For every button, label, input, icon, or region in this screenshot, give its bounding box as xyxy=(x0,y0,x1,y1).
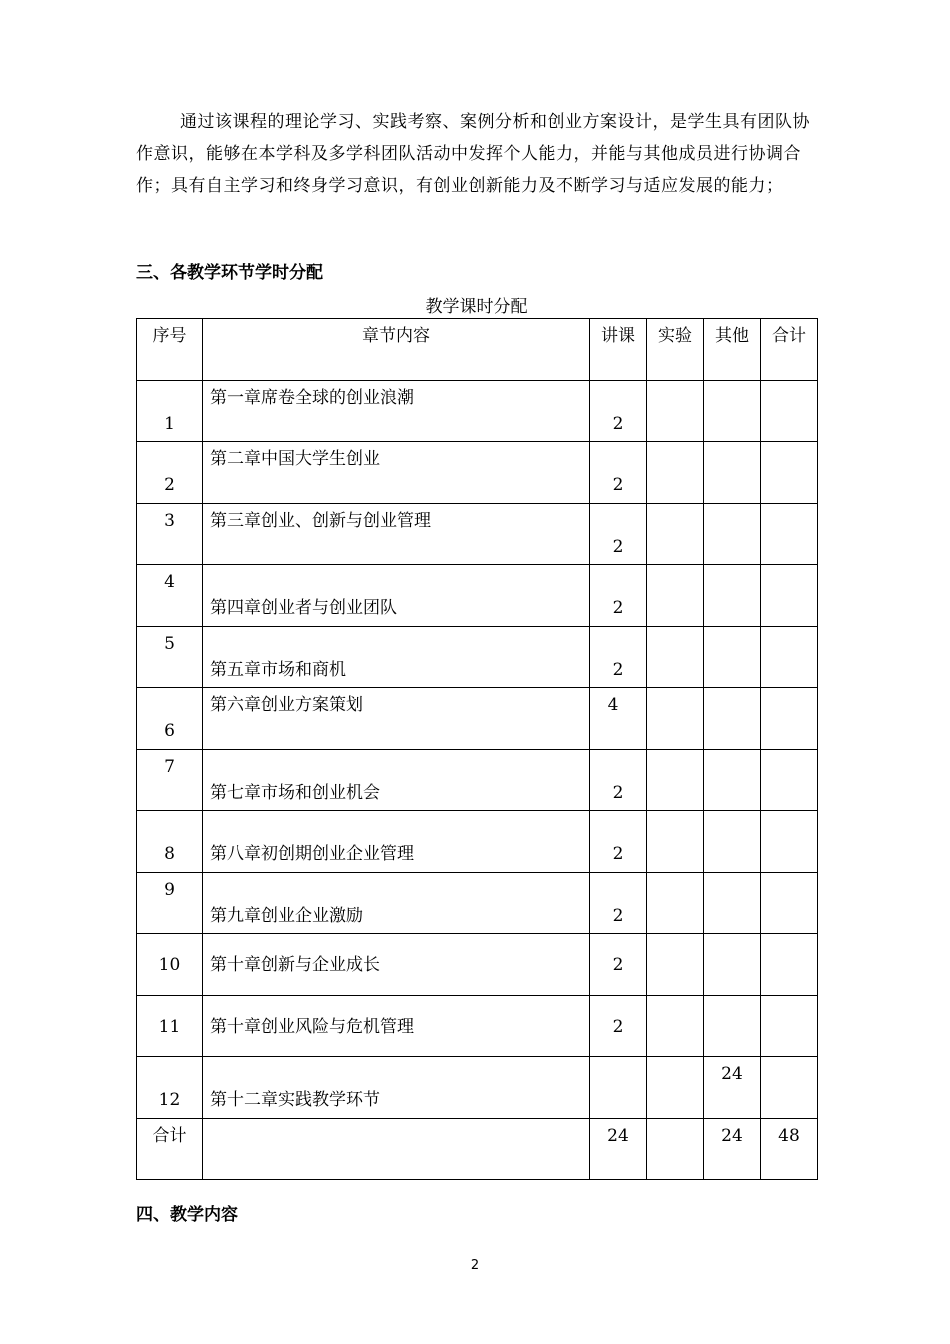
section-title-content: 四、教学内容 xyxy=(136,1205,238,1225)
row-no: 10 xyxy=(158,955,181,975)
header-other: 其他 xyxy=(704,319,761,381)
row-chapter: 第三章创业、创新与创业管理 xyxy=(210,510,431,531)
header-lecture: 讲课 xyxy=(590,319,647,381)
header-no: 序号 xyxy=(137,319,203,381)
row-chapter: 第九章创业企业激励 xyxy=(210,905,363,926)
row-lecture: 2 xyxy=(612,905,624,926)
header-total: 合计 xyxy=(761,319,818,381)
table-caption: 教学课时分配 xyxy=(425,297,528,317)
row-lecture: 4 xyxy=(607,695,619,715)
table-header-row xyxy=(137,319,818,381)
row-no: 11 xyxy=(158,1016,181,1037)
row-lecture: 2 xyxy=(612,1016,624,1037)
row-no: 7 xyxy=(164,756,175,777)
row-no: 3 xyxy=(164,510,175,531)
hours-allocation-table xyxy=(136,318,818,1180)
row-lecture: 2 xyxy=(612,955,624,975)
section-title-allocation: 三、各教学环节学时分配 xyxy=(136,263,323,283)
summary-lecture: 24 xyxy=(607,1125,629,1146)
row-chapter: 第四章创业者与创业团队 xyxy=(210,598,397,618)
row-no: 12 xyxy=(158,1090,181,1110)
table-summary-row xyxy=(137,1118,818,1180)
row-chapter: 第一章席卷全球的创业浪潮 xyxy=(210,387,414,408)
row-chapter: 第八章初创期创业企业管理 xyxy=(210,844,414,864)
table-row xyxy=(137,872,818,934)
header-lab: 实验 xyxy=(647,319,704,381)
table-row xyxy=(137,626,818,688)
row-lecture: 2 xyxy=(612,782,624,803)
row-no: 5 xyxy=(164,633,175,654)
table-row xyxy=(137,1057,818,1119)
row-no: 8 xyxy=(164,844,175,864)
row-lecture: 2 xyxy=(612,413,624,434)
intro-paragraph: 通过该课程的理论学习、实践考察、案例分析和创业方案设计，是学生具有团队协作意识，能够在本学科及多学科团队活动中发挥个人能力，并能与其他成员进行协调合作；具有自主学习和终身学习意识，有创业创新能力及不断学习与适应发展的能力； xyxy=(136,112,810,196)
row-chapter: 第十章创新与企业成长 xyxy=(210,955,380,975)
summary-label: 合计 xyxy=(152,1125,187,1146)
row-no: 4 xyxy=(164,572,175,592)
table-row xyxy=(137,688,818,750)
row-chapter: 第五章市场和商机 xyxy=(210,659,346,680)
summary-total: 48 xyxy=(778,1125,800,1146)
summary-other: 24 xyxy=(721,1125,743,1146)
row-lecture: 2 xyxy=(612,598,624,618)
row-other: 24 xyxy=(721,1064,743,1084)
row-chapter: 第二章中国大学生创业 xyxy=(210,449,380,469)
row-chapter: 第十二章实践教学环节 xyxy=(210,1090,380,1110)
row-no: 1 xyxy=(164,413,175,434)
row-no: 9 xyxy=(164,879,175,900)
row-lecture: 2 xyxy=(612,659,624,680)
row-chapter: 第六章创业方案策划 xyxy=(210,695,363,715)
table-row xyxy=(137,442,818,504)
row-chapter: 第七章市场和创业机会 xyxy=(210,782,380,803)
table-row xyxy=(137,565,818,627)
header-chapter: 章节内容 xyxy=(203,319,590,381)
table-row xyxy=(137,934,818,996)
row-no: 2 xyxy=(164,475,175,495)
row-lecture: 2 xyxy=(612,844,624,864)
table-row xyxy=(137,503,818,565)
row-chapter: 第十章创业风险与危机管理 xyxy=(210,1016,414,1037)
table-row xyxy=(137,380,818,442)
table-row xyxy=(137,749,818,811)
page-number: 2 xyxy=(470,1258,480,1273)
row-no: 6 xyxy=(164,721,175,741)
row-lecture: 2 xyxy=(612,475,624,495)
table-row xyxy=(137,811,818,873)
row-lecture: 2 xyxy=(612,536,624,557)
table-row xyxy=(137,995,818,1057)
